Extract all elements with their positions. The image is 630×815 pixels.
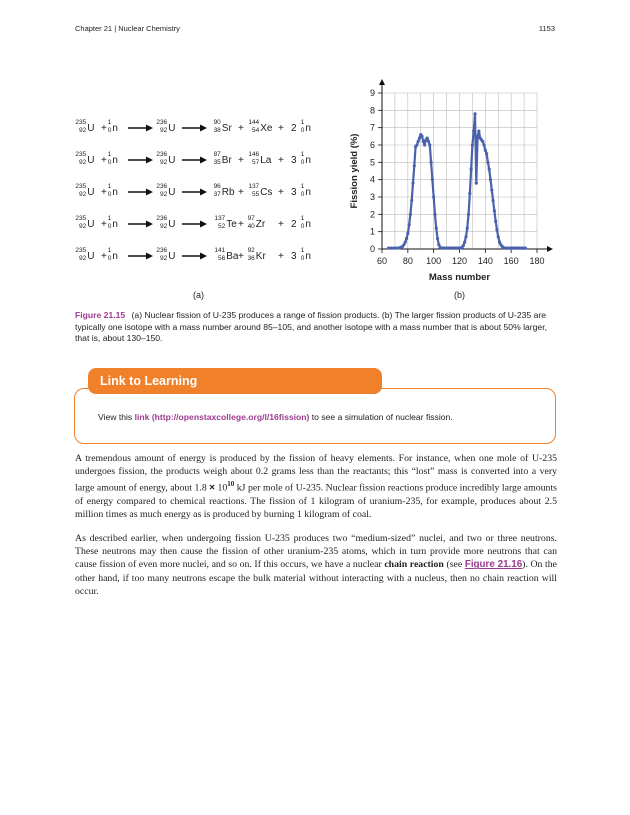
data-point [477,130,480,133]
data-point [484,149,487,152]
chain-reaction-term: chain reaction [384,559,444,571]
link-to-learning-text [98,412,453,422]
data-point [524,247,527,250]
fission-reactions-panel [60,108,350,268]
neutron-coefficient: 3 [291,251,297,262]
product-1-symbol: Sr [221,123,232,134]
product-2-atomic-number: 55 [251,191,260,198]
compound-nucleus-atomic-number: 92 [159,127,168,134]
caption-label: Figure 21.15 [75,310,126,320]
p2-text-b: (see [443,559,465,571]
data-point [405,237,408,240]
link-post-text: to see a simulation of nuclear fission. [309,412,453,422]
compound-nucleus-atomic-number: 92 [159,223,168,230]
arrow-2-head [200,221,207,228]
y-tick-label: 5 [369,157,375,168]
arrow-1-head [146,157,153,164]
product-1-symbol: Ba [226,251,239,262]
neutron-coefficient: 3 [291,155,297,166]
product-2-atomic-number: 40 [247,223,255,230]
compound-nucleus-atomic-number: 92 [159,159,168,166]
product-1-mass-number: 96 [213,183,221,190]
x-tick-label: 120 [451,256,468,266]
data-point [482,143,485,146]
product-2-atomic-number: 57 [251,159,260,166]
y-tick-label: 1 [369,226,375,237]
product-1-symbol: Rb [221,187,235,198]
reactant-symbol: U [87,123,95,134]
data-point [495,228,498,231]
data-point [497,235,500,238]
data-point [494,220,497,223]
y-axis-label: Fission yield (%) [349,133,360,209]
arrow-2-head [200,189,207,196]
reaction-5 [75,247,311,262]
neutron-atomic-number: 0 [107,127,112,134]
product-neutron-symbol: n [305,123,311,134]
compound-nucleus-atomic-number: 92 [159,191,168,198]
product-1-mass-number: 87 [213,151,221,158]
neutron-atomic-number: 0 [107,223,112,230]
data-point [413,164,416,167]
y-tick-label: 0 [369,244,375,254]
neutron-atomic-number: 0 [107,255,112,262]
product-1-atomic-number: 56 [217,255,226,262]
plus-sign: + [238,123,244,134]
compound-nucleus-symbol: U [168,187,176,198]
product-neutron-symbol: n [305,187,311,198]
y-axis-arrow [379,79,385,85]
product-2-symbol: Cs [260,187,273,198]
data-point [467,213,470,216]
data-point [409,213,412,216]
neutron-symbol: n [112,123,118,134]
compound-nucleus-symbol: U [168,219,176,230]
reaction-2 [75,151,311,166]
neutron-atomic-number: 0 [107,159,112,166]
data-point [427,140,430,143]
compound-nucleus-mass-number: 236 [156,247,168,254]
product-neutron-symbol: n [305,251,311,262]
data-point [404,240,407,243]
page-number: 1153 [538,24,555,33]
x-axis-arrow [547,246,553,252]
product-neutron-mass-number: 1 [300,119,305,126]
arrow-2-head [200,253,207,260]
x-tick-label: 60 [376,256,388,266]
reactant-mass-number: 235 [75,119,87,126]
product-1-mass-number: 90 [213,119,221,126]
compound-nucleus-mass-number: 236 [156,183,168,190]
data-point [426,136,429,139]
reactant-symbol: U [87,155,95,166]
product-1-atomic-number: 38 [213,127,221,134]
x-tick-label: 180 [529,256,545,266]
data-point [488,168,491,171]
reactant-mass-number: 235 [75,215,87,222]
data-point [489,178,492,181]
y-tick-label: 2 [369,209,375,220]
fission-yield-line [388,114,525,248]
reactant-symbol: U [87,219,95,230]
data-point [429,161,432,164]
product-neutron-symbol: n [305,219,311,230]
product-2-symbol: La [260,155,272,166]
product-neutron-mass-number: 1 [300,215,305,222]
compound-nucleus-atomic-number: 92 [159,255,168,262]
product-2-atomic-number: 36 [247,255,255,262]
product-neutron-mass-number: 1 [300,151,305,158]
neutron-symbol: n [112,219,118,230]
link-to-learning-title: Link to Learning [88,368,382,394]
compound-nucleus-symbol: U [168,251,176,262]
neutron-symbol: n [112,155,118,166]
data-point [472,130,475,133]
reactant-atomic-number: 92 [78,191,87,198]
product-neutron-mass-number: 1 [300,247,305,254]
neutron-symbol: n [112,187,118,198]
data-point [473,112,476,115]
data-point [463,240,466,243]
product-2-symbol: Zr [255,219,266,230]
data-point [411,182,414,185]
y-tick-label: 3 [369,192,375,202]
product-2-mass-number: 137 [248,183,260,190]
product-2-atomic-number: 54 [251,127,260,134]
data-point [433,213,436,216]
plus-sign: + [101,251,107,262]
plus-sign: + [238,187,244,198]
data-point [431,178,434,181]
plus-sign: + [278,251,284,262]
product-1-mass-number: 137 [214,215,226,222]
data-point [485,152,488,155]
y-tick-label: 6 [369,140,375,150]
x-tick-label: 160 [503,256,519,266]
data-point [466,227,469,230]
data-point [462,244,465,247]
y-tick-label: 9 [369,88,375,98]
data-point [468,192,471,195]
product-2-symbol: Xe [260,123,273,134]
data-point [491,199,494,202]
reactant-atomic-number: 92 [78,223,87,230]
chapter-header: Chapter 21 | Nuclear Chemistry [75,24,180,33]
data-point [423,143,426,146]
product-2-mass-number: 97 [247,215,255,222]
reactant-atomic-number: 92 [78,159,87,166]
arrow-1-head [146,125,153,132]
x-axis-label: Mass number [428,272,491,283]
data-point [408,223,411,226]
link-pre-text: View this [98,412,135,422]
neutron-mass-number: 1 [107,151,112,158]
caption-text: (a) Nuclear fission of U-235 produces a range of fission products. (b) The larger fission products of U-235 are typically one isotope with a mass number around 85–105, and another isotope with a mass number that is about 50% larger, that is, about 130–150. [75,310,547,343]
neutron-atomic-number: 0 [107,191,112,198]
reaction-4 [75,215,311,230]
product-1-mass-number: 141 [214,247,226,254]
figure-21-16-link[interactable]: Figure 21.16 [464,559,523,571]
arrow-2-head [200,157,207,164]
reactant-atomic-number: 92 [78,127,87,134]
reactant-atomic-number: 92 [78,255,87,262]
product-1-atomic-number: 35 [213,159,221,166]
plus-sign: + [238,219,244,230]
neutron-coefficient: 2 [291,219,297,230]
product-2-symbol: Kr [255,251,266,262]
p2-text-a: As described earlier, when undergoing fission U-235 produces two “medium-sized” nuclei, and two or three neutrons. These neutrons may then cause the fission of other uranium-235 atoms, which in turn provide more neutrons that can cause fission of even more nuclei, and so on. If this occurs, we have a nuclear [75,533,557,571]
p2-text-c: ). On the other hand, if too many neutrons escape the bulk material without interacting with a nucleus, then no chain reaction will occur. [75,559,557,597]
y-tick-label: 4 [369,174,375,185]
paragraph-chain-reaction [75,532,557,598]
compound-nucleus-mass-number: 236 [156,119,168,126]
data-point [410,199,413,202]
product-neutron-atomic-number: 0 [300,255,305,262]
y-tick-label: 8 [369,105,375,116]
plus-sign: + [101,219,107,230]
data-point [420,135,423,138]
panel-a-label: (a) [193,290,204,300]
reaction-1 [75,119,311,134]
plus-sign: + [278,187,284,198]
y-tick-label: 7 [369,122,375,133]
arrow-1-head [146,221,153,228]
data-point [486,161,489,164]
data-point [436,237,439,240]
reactant-symbol: U [87,251,95,262]
product-neutron-atomic-number: 0 [300,127,305,134]
data-point [475,182,478,185]
product-1-atomic-number: 52 [217,223,226,230]
figure-caption [75,310,555,345]
neutron-mass-number: 1 [107,247,112,254]
data-point [406,232,409,235]
data-point [417,140,420,143]
p1-text-b: kJ per mole of U-235. Nuclear fission reactions produce incredibly large amounts of energy compared to chemical reactions. The fission of 1 kilogram of uranium-235, for example, produces about 2.5 million times as much energy as is produced by burning 1 kilogram of coal. [75,482,557,521]
compound-nucleus-symbol: U [168,123,176,134]
product-2-mass-number: 146 [248,151,260,158]
product-2-mass-number: 92 [247,247,255,254]
data-point [490,188,493,191]
data-point [415,143,418,146]
arrow-1-head [146,189,153,196]
p1-exponent: 10 [227,480,235,489]
product-neutron-mass-number: 1 [300,183,305,190]
product-neutron-atomic-number: 0 [300,223,305,230]
neutron-coefficient: 2 [291,123,297,134]
p1-base: 10 [214,482,228,494]
data-point [493,209,496,212]
product-neutron-symbol: n [305,155,311,166]
product-1-symbol: Br [221,155,232,166]
product-1-atomic-number: 37 [213,191,221,198]
data-point [464,235,467,238]
data-point [435,227,438,230]
plus-sign: + [278,155,284,166]
data-point [470,168,473,171]
neutron-symbol: n [112,251,118,262]
data-point [432,195,435,198]
plus-sign: + [101,155,107,166]
reactant-mass-number: 235 [75,247,87,254]
neutron-coefficient: 3 [291,187,297,198]
p1-text-a: A tremendous amount of energy is produced by the fission of heavy elements. For instance, when one mole of U-235 undergoes fission, the products weigh about 0.2 grams less than the reactants; this “lost” mass is converted into a very large amount of energy, about 1.8 [75,453,557,494]
product-2-mass-number: 144 [248,119,260,126]
plus-sign: + [101,123,107,134]
compound-nucleus-symbol: U [168,155,176,166]
x-tick-label: 140 [477,256,493,266]
plus-sign: + [278,123,284,134]
neutron-mass-number: 1 [107,119,112,126]
times-sign: × [209,482,215,494]
panel-b-label: (b) [454,290,465,300]
plus-sign: + [238,251,244,262]
reactant-mass-number: 235 [75,151,87,158]
product-1-symbol: Te [226,219,237,230]
reactant-symbol: U [87,187,95,198]
fission-simulation-link[interactable]: link (http://openstaxcollege.org/l/16fission) [134,412,310,422]
data-point [471,143,474,146]
reaction-3 [75,183,311,198]
arrow-1-head [146,253,153,260]
compound-nucleus-mass-number: 236 [156,151,168,158]
chart-grid [382,93,537,249]
plus-sign: + [278,219,284,230]
product-neutron-atomic-number: 0 [300,159,305,166]
data-point [481,140,484,143]
neutron-mass-number: 1 [107,183,112,190]
x-tick-label: 80 [402,256,413,266]
data-point [428,143,431,146]
reactant-mass-number: 235 [75,183,87,190]
fission-yield-chart [340,75,555,287]
arrow-2-head [200,125,207,132]
product-neutron-atomic-number: 0 [300,191,305,198]
plus-sign: + [238,155,244,166]
paragraph-energy [75,452,557,521]
x-tick-label: 100 [426,256,442,266]
compound-nucleus-mass-number: 236 [156,215,168,222]
neutron-mass-number: 1 [107,215,112,222]
plus-sign: + [101,187,107,198]
